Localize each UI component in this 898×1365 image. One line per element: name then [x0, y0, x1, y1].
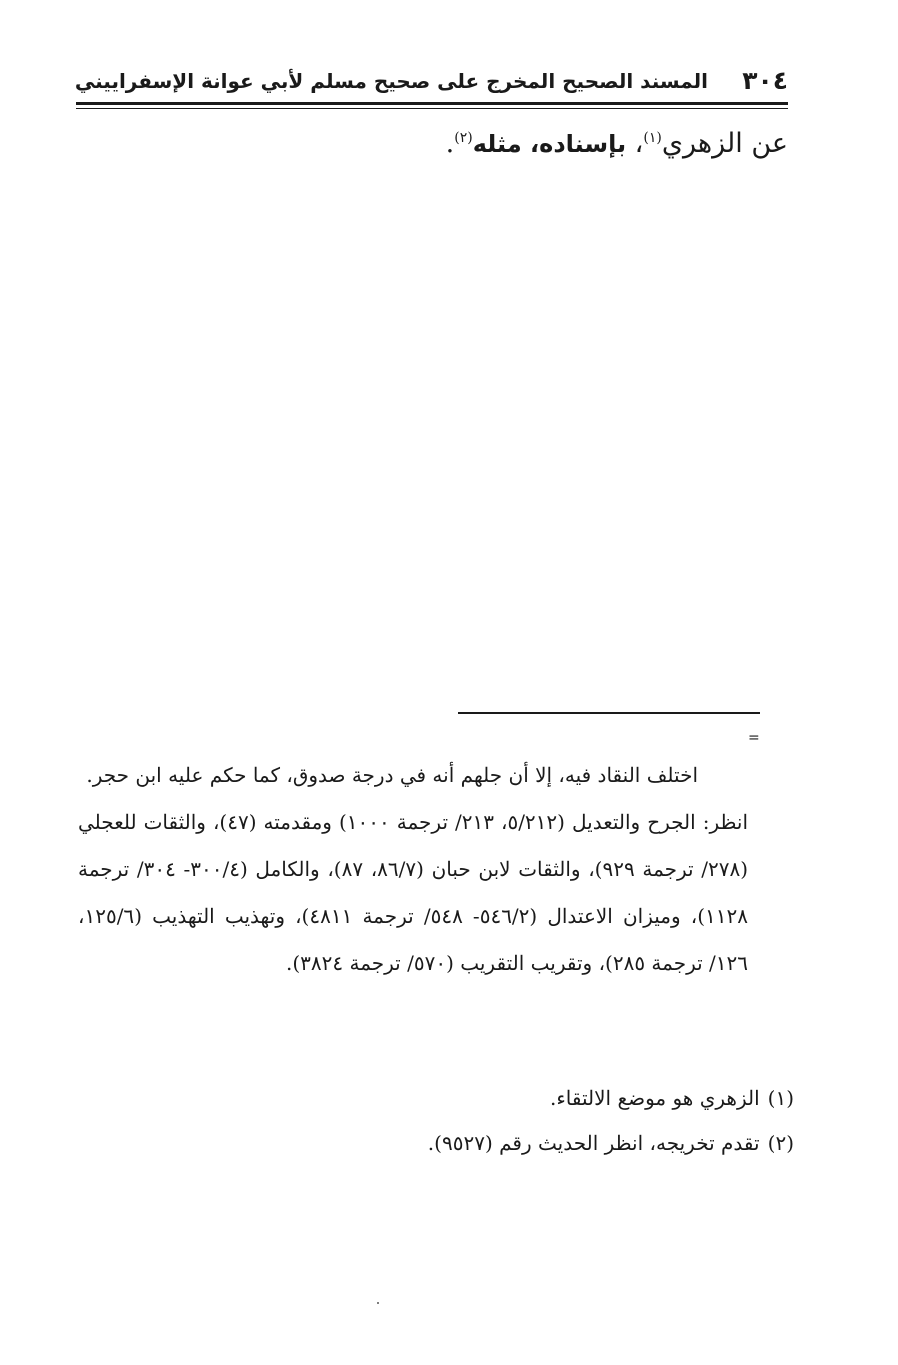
footnote-marker: (٢) [767, 1131, 794, 1155]
footnote-ref-1: (١) [643, 130, 662, 146]
main-text-part: عن الزهري [661, 128, 788, 159]
header-rule-thin [76, 108, 788, 109]
footnote-list [78, 1076, 794, 1166]
footnote-ref-2: (٢) [454, 130, 473, 146]
scan-speck [377, 1302, 379, 1304]
footnote-text: تقدم تخريجه، انظر الحديث رقم (٩٥٢٧). [427, 1131, 760, 1155]
page-number: ٣٠٤ [742, 66, 788, 95]
footnote-text: الزهري هو موضع الالتقاء. [550, 1086, 760, 1110]
running-title: المسند الصحيح المخرج على صحيح مسلم لأبي عوانة الإسفراييني [74, 69, 708, 93]
footnote-continuation-mark: = [748, 730, 760, 746]
main-text-part: . [445, 128, 455, 159]
footnote-item [78, 1076, 794, 1121]
main-text-bold: بإسناده، مثله [472, 130, 627, 158]
header-rule-thick [76, 102, 788, 105]
main-text [446, 124, 788, 164]
footnote-paragraph: انظر: الجرح والتعديل (٥/٢١٢، ٢١٣/ ترجمة ١٠٠٠) ومقدمته (٤٧)، والثقات للعجلي (٢٧٨/ ترجمة ٩٢٩)، والثقات لابن حبان (٨٦/٧، ٨٧)، والكامل (٣٠٠/٤- ٣٠٤/ ترجمة ١١٢٨)، وميزان الاعتدال (٥٤٦/٢- ٥٤٨/ ترجمة ٤٨١١)، وتهذيب التهذيب (١٢٥/٦، ١٢٦/ ترجمة ٢٨٥)، وتقريب التقريب (٥٧٠/ ترجمة ٣٨٢٤). [78, 810, 749, 975]
footnote-marker: (١) [767, 1086, 794, 1110]
footnote-separator [458, 712, 760, 714]
footnote-item [78, 1121, 794, 1166]
page-header [76, 66, 788, 96]
main-text-part: ، [626, 128, 644, 159]
footnote-continuation [78, 752, 748, 987]
footnote-paragraph: اختلف النقاد فيه، إلا أن جلهم أنه في درجة صدوق، كما حكم عليه ابن حجر. [86, 763, 698, 787]
